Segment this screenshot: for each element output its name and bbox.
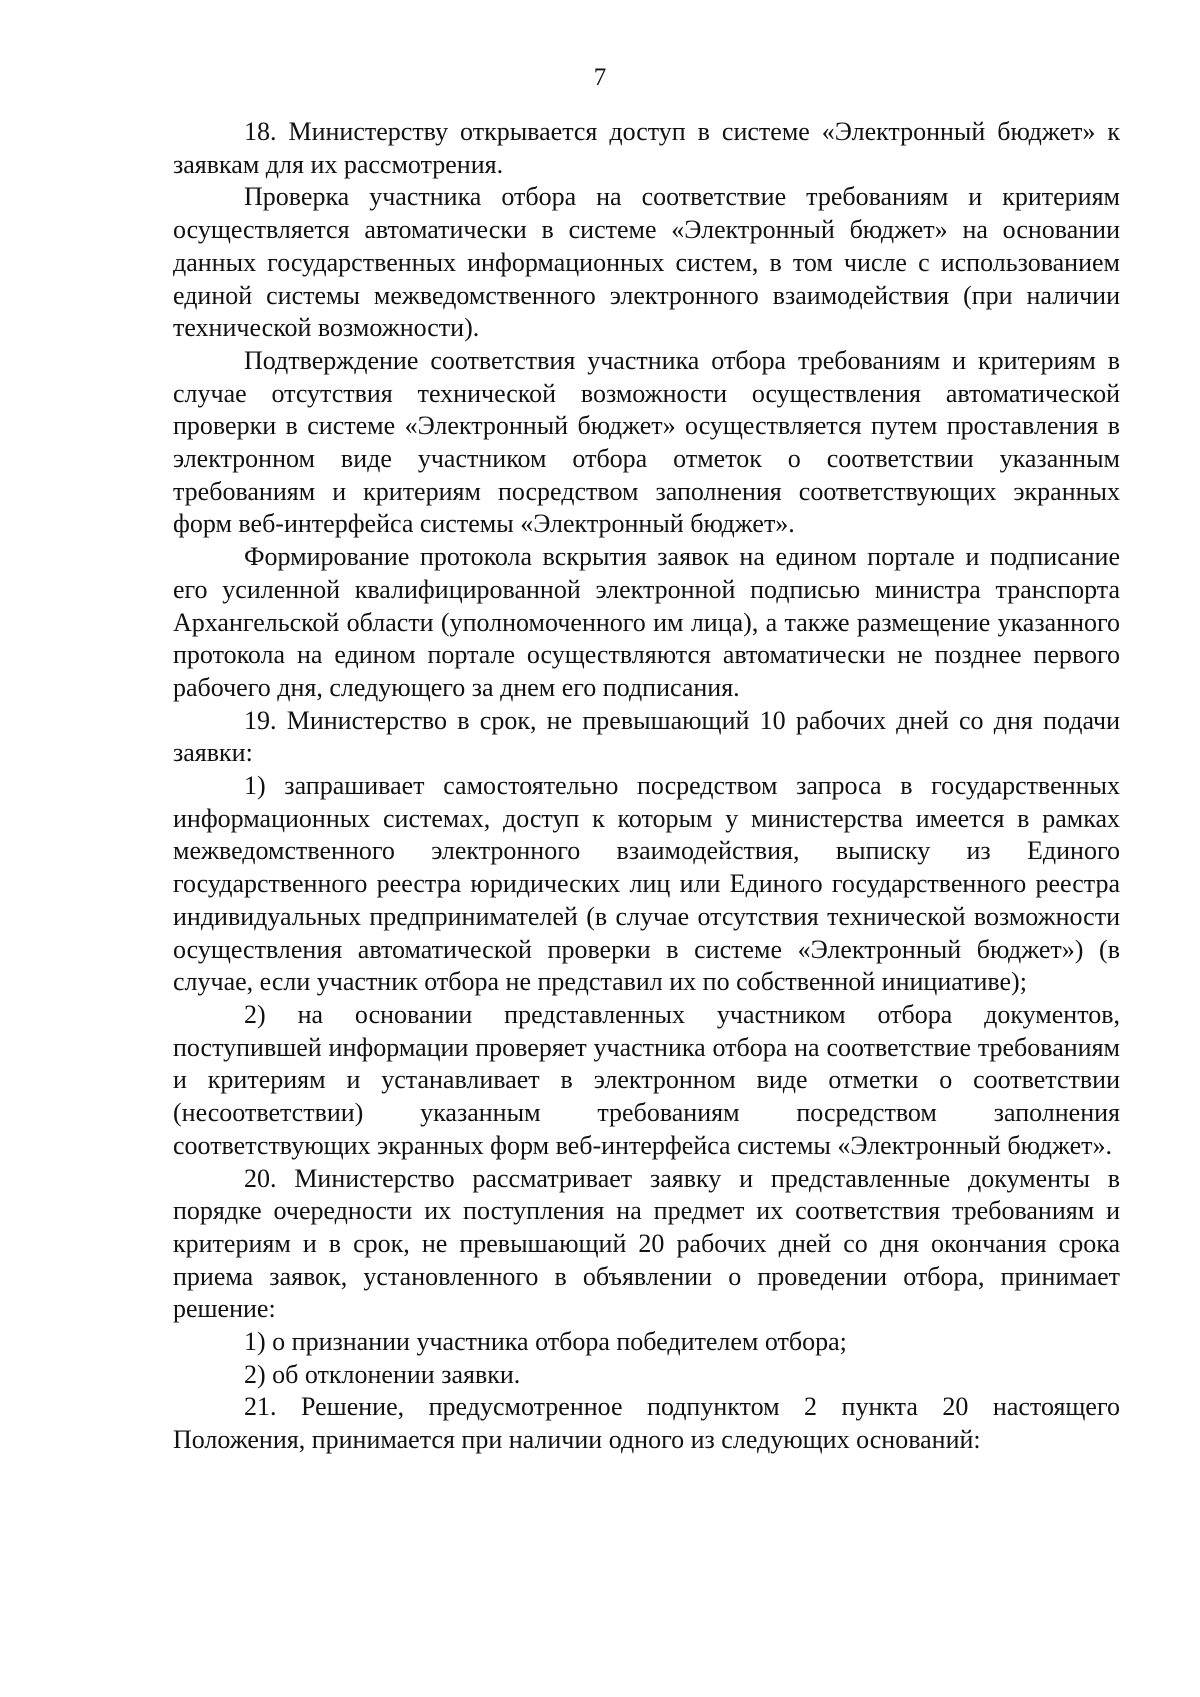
paragraph-18: 18. Министерству открывается доступ в системе «Электронный бюджет» к заявкам для их рассмотрения. <box>173 117 1120 179</box>
paragraph-protocol: Формирование протокола вскрытия заявок на едином портале и подписание его усиленной квалифицированной электронной подписью министра транспорта Архангельской области (уполномоченного им лица), а также размещение указанного протокола на едином портале осуществляются автоматически не позднее первого рабочего дня, следующего за днем его подписания. <box>173 542 1120 702</box>
paragraph-20-item-2: 2) об отклонении заявки. <box>244 1359 521 1389</box>
paragraph-20: 20. Министерство рассматривает заявку и представленные документы в порядке очередности их поступления на предмет их соответствия требованиям и критериям и в срок, не превышающий 20 рабочих дней со дня окончания срока приема заявок, установленного в объявлении о проведении отбора, принимает решение: <box>173 1163 1120 1324</box>
paragraph-20-item-1: 1) о признании участника отбора победителем отбора; <box>244 1327 847 1357</box>
paragraph-21: 21. Решение, предусмотренное подпунктом 2 пункта 20 настоящего Положения, принимается при наличии одного из следующих оснований: <box>173 1392 1120 1455</box>
document-body <box>173 116 1120 1457</box>
paragraph-19-item-2: 2) на основании представленных участником отбора документов, поступившей информации проверяет участника отбора на соответствие требованиям и критериям и устанавливает в электронном виде отметки о соответствии (несоответствии) указанным требованиям посредством заполнения соответствующих экранных форм веб-интерфейса системы «Электронный бюджет». <box>173 999 1120 1160</box>
paragraph-verification: Проверка участника отбора на соответствие требованиям и критериям осуществляется автоматически в системе «Электронный бюджет» на основании данных государственных информационных систем, в том числе с использованием единой системы межведомственного электронного взаимодействия (при наличии технической возможности). <box>173 182 1120 343</box>
page-number: 7 <box>593 64 607 91</box>
paragraph-19-item-1: 1) запрашивает самостоятельно посредством запроса в государственных информационных системах, доступ к которым у министерства имеется в рамках межведомственного электронного взаимодействия, выписку из Единого государственного реестра юридических лиц или Единого государственного реестра индивидуальных предпринимателей (в случае отсутствия технической возможности осуществления автоматической проверки в системе «Электронный бюджет») (в случае, если участник отбора не представил их по собственной инициативе); <box>173 771 1120 997</box>
paragraph-confirmation: Подтверждение соответствия участника отбора требованиям и критериям в случае отсутствия технической возможности осуществления автоматической проверки в системе «Электронный бюджет» осуществляется путем проставления в электронном виде участником отбора отметок о соответствии указанным требованиям и критериям посредством заполнения соответствующих экранных форм веб-интерфейса системы «Электронный бюджет». <box>173 345 1120 539</box>
paragraph-19: 19. Министерство в срок, не превышающий 10 рабочих дней со дня подачи заявки: <box>173 705 1120 768</box>
